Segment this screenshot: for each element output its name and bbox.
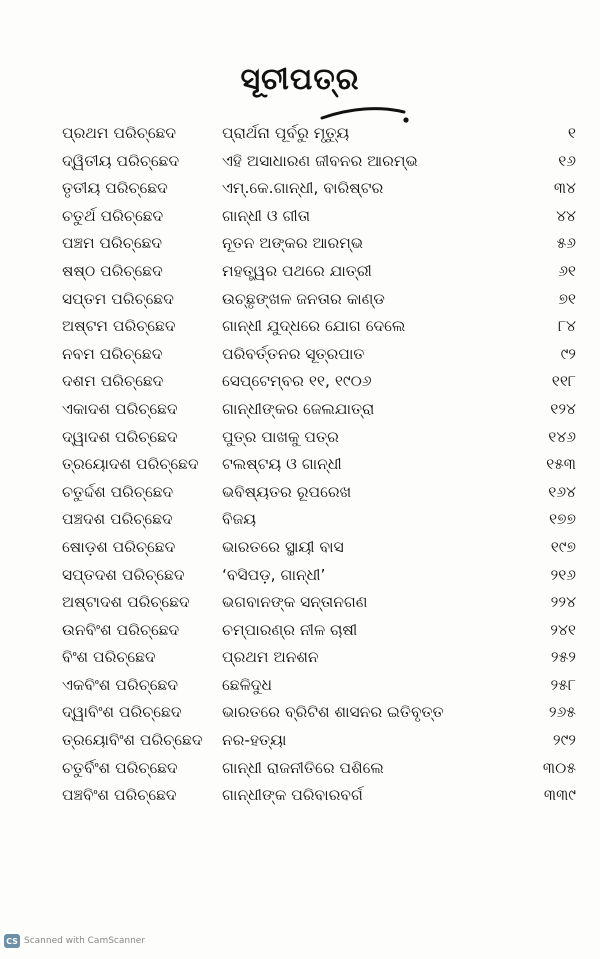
toc-chapter-label: ବିଂଶ ପରିଚ୍ଛେଦ — [62, 648, 156, 667]
toc-row — [0, 727, 600, 755]
toc-row — [0, 672, 600, 700]
scanner-watermark-text: Scanned with CamScanner — [24, 936, 146, 946]
toc-chapter-label: ପଞ୍ଚବିଂଶ ପରିଚ୍ଛେଦ — [62, 786, 177, 805]
toc-chapter-label: ଷଷ୍ଠ ପରିଚ୍ଛେଦ — [62, 261, 163, 280]
toc-row — [0, 617, 600, 645]
toc-chapter-title: ପ୍ରଥମ ଅନଶନ — [222, 648, 319, 667]
toc-row — [0, 451, 600, 479]
toc-chapter-label: ପଞ୍ଚଦଶ ପରିଚ୍ଛେଦ — [62, 510, 173, 529]
toc-row — [0, 479, 600, 507]
toc-chapter-title: ନର-ହତ୍ୟା — [222, 731, 287, 750]
toc-row — [0, 506, 600, 534]
toc-chapter-title: ଏମ୍.କେ.ଗାନ୍ଧୀ, ବାରିଷ୍ଟର — [222, 179, 384, 198]
toc-page-number: ୧ — [567, 124, 576, 142]
camscanner-logo: CS — [4, 934, 20, 948]
toc-chapter-label: ତ୍ରୟୋବିଂଶ ପରିଚ୍ଛେଦ — [62, 731, 203, 750]
toc-row — [0, 534, 600, 562]
toc-page-number: ୨୧୬ — [550, 565, 576, 584]
toc-row — [0, 230, 600, 258]
toc-page-number: ୧୬୪ — [548, 482, 576, 501]
toc-chapter-label: ଅଷ୍ଟମ ପରିଚ୍ଛେଦ — [62, 317, 176, 336]
toc-page-number: ୯୨ — [560, 344, 576, 363]
toc-row — [0, 341, 600, 369]
toc-chapter-title: ଭଗବାନଙ୍କ ସନ୍ତାନଗଣ — [222, 593, 368, 612]
toc-row — [0, 562, 600, 590]
toc-page-number: ୧୫୩ — [546, 455, 576, 474]
toc-chapter-label: ଚତୁର୍ଦ୍ଦଶ ପରିଚ୍ଛେଦ — [62, 482, 174, 501]
toc-chapter-title: ଉଚ୍ଛୃଙ୍ଖଳ ଜନତାର କାଣ୍ଡ — [222, 289, 385, 308]
toc-page-number: ୫୬ — [556, 234, 576, 253]
toc-page-number: ୩୦୫ — [542, 758, 576, 777]
toc-page-number: ୨୯୨ — [552, 731, 576, 750]
toc-chapter-title: ମହତ୍ତ୍ୱର ପଥରେ ଯାତ୍ରୀ — [222, 261, 372, 280]
toc-chapter-label: ଚତୁର୍ଥ ପରିଚ୍ଛେଦ — [62, 206, 164, 225]
toc-chapter-label: ଅଷ୍ଟାଦଶ ପରିଚ୍ଛେଦ — [62, 593, 190, 612]
toc-chapter-label: ସପ୍ତଦଶ ପରିଚ୍ଛେଦ — [62, 565, 185, 584]
toc-chapter-label: ଦ୍ୱିତୀୟ ପରିଚ୍ଛେଦ — [62, 151, 180, 170]
toc-page-number: ୧୯୭ — [550, 537, 576, 556]
toc-row — [0, 120, 600, 148]
toc-row — [0, 782, 600, 810]
toc-page-number: ୪୪ — [556, 206, 576, 225]
toc-row — [0, 148, 600, 176]
toc-chapter-label: ଷୋଡ଼ଶ ପରିଚ୍ଛେଦ — [62, 537, 176, 556]
scanner-watermark — [4, 933, 145, 949]
toc-page-number: ୨୪୧ — [550, 620, 576, 639]
toc-page-number: ୨୫୮ — [550, 675, 576, 694]
toc-chapter-label: ଏକବିଂଶ ପରିଚ୍ଛେଦ — [62, 675, 178, 694]
toc-chapter-title: ‘ବସିପଡ଼, ଗାନ୍ଧୀ’ — [222, 565, 326, 584]
toc-chapter-title: ଗାନ୍ଧୀ ଯୁଦ୍ଧରେ ଯୋଗ ଦେଲେ — [222, 317, 406, 336]
toc-chapter-label: ତୃତୀୟ ପରିଚ୍ଛେଦ — [62, 179, 168, 198]
toc-chapter-title: ପ୍ରାର୍ଥନା ପୂର୍ବରୁ ମୃତ୍ୟୁ — [222, 124, 350, 142]
toc-chapter-title: ଗାନ୍ଧୀ ଓ ଗୀତା — [222, 206, 311, 225]
toc-chapter-label: ଦ୍ୱାଦଶ ପରିଚ୍ଛେଦ — [62, 427, 178, 446]
toc-page-number: ୨୨୪ — [550, 593, 576, 612]
toc-page-number: ୮୪ — [557, 317, 576, 336]
toc-row — [0, 203, 600, 231]
toc-chapter-title: ବିଜୟ — [222, 510, 257, 529]
toc-chapter-title: ପୁତ୍ର ପାଖକୁ ପତ୍ର — [222, 427, 339, 446]
toc-row — [0, 258, 600, 286]
toc-page-number: ୩୩୯ — [543, 786, 576, 805]
toc-chapter-title: ଗାନ୍ଧୀ ରାଜନୀତିରେ ପଶିଲେ — [222, 758, 384, 777]
table-of-contents — [0, 120, 600, 810]
toc-row — [0, 396, 600, 424]
toc-chapter-label: ଦଶମ ପରିଚ୍ଛେଦ — [62, 372, 164, 391]
toc-row — [0, 313, 600, 341]
toc-row — [0, 368, 600, 396]
toc-row — [0, 755, 600, 783]
toc-chapter-label: ଏକାଦଶ ପରିଚ୍ଛେଦ — [62, 399, 178, 418]
toc-chapter-title: ଗାନ୍ଧୀଙ୍କର ଜେଲଯାତ୍ରା — [222, 399, 375, 418]
toc-chapter-title: ସେପ୍‌ଟେମ୍ବର ୧୧, ୧୯୦୬ — [222, 372, 372, 391]
toc-chapter-title: ଗାନ୍ଧୀଙ୍କ ପରିବାରବର୍ଗ — [222, 786, 363, 805]
toc-chapter-label: ପ୍ରଥମ ପରିଚ୍ଛେଦ — [62, 124, 177, 142]
toc-page-number: ୩୪ — [553, 179, 576, 198]
toc-page-number: ୧୧୮ — [551, 372, 576, 391]
toc-chapter-title: ନୂତନ ଅଙ୍କର ଆରମ୍ଭ — [222, 234, 364, 253]
toc-row — [0, 175, 600, 203]
toc-row — [0, 644, 600, 672]
toc-chapter-label: ନବମ ପରିଚ୍ଛେଦ — [62, 344, 163, 363]
toc-row — [0, 286, 600, 314]
toc-chapter-title: ଛେଳିଦୁଧ — [222, 675, 272, 694]
toc-page-number: ୨୫୨ — [550, 648, 576, 667]
toc-chapter-title: ଚମ୍ପାରଣ୍‌ର ନୀଳ ଚାଷୀ — [222, 620, 358, 639]
toc-page-number: ୨୬୫ — [548, 703, 576, 722]
toc-row — [0, 699, 600, 727]
toc-page-number: ୧୭୭ — [548, 510, 576, 529]
toc-chapter-label: ପଞ୍ଚମ ପରିଚ୍ଛେଦ — [62, 234, 163, 253]
toc-page-number: ୭୧ — [558, 289, 576, 308]
toc-page-number: ୬୧ — [558, 261, 576, 280]
toc-chapter-label: ସପ୍ତମ ପରିଚ୍ଛେଦ — [62, 289, 174, 308]
toc-chapter-title: ଭାରତରେ ବ୍ରିଟିଶ ଶାସନର ଇତିବୃତ୍ତ — [222, 703, 444, 722]
toc-chapter-label: ତ୍ରୟୋଦଶ ପରିଚ୍ଛେଦ — [62, 455, 199, 474]
toc-page-number: ୧୨୪ — [550, 399, 576, 418]
toc-chapter-title: ଟଲଷ୍ଟୟ ଓ ଗାନ୍ଧୀ — [222, 455, 342, 474]
toc-page-number: ୧୬ — [558, 151, 576, 170]
toc-chapter-label: ଦ୍ୱାବିଂଶ ପରିଚ୍ଛେଦ — [62, 703, 182, 722]
toc-chapter-title: ପରିବର୍ତ୍ତନର ସୂତ୍ରପାତ — [222, 344, 365, 363]
toc-page-number: ୧୪୬ — [548, 427, 576, 446]
toc-row — [0, 589, 600, 617]
toc-chapter-label: ଚତୁର୍ବିଂଶ ପରିଚ୍ଛେଦ — [62, 758, 178, 777]
page-title: ସୂଚୀପତ୍ର — [240, 62, 360, 97]
toc-chapter-title: ଭାରତରେ ସ୍ଥାୟୀ ବାସ — [222, 537, 344, 556]
toc-chapter-label: ଉନବିଂଶ ପରିଚ୍ଛେଦ — [62, 620, 180, 639]
toc-chapter-title: ଭବିଷ୍ୟତର ରୂପରେଖ — [222, 482, 352, 501]
toc-chapter-title: ଏହି ଅସାଧାରଣ ଜୀବନର ଆରମ୍ଭ — [222, 151, 418, 170]
toc-row — [0, 424, 600, 452]
